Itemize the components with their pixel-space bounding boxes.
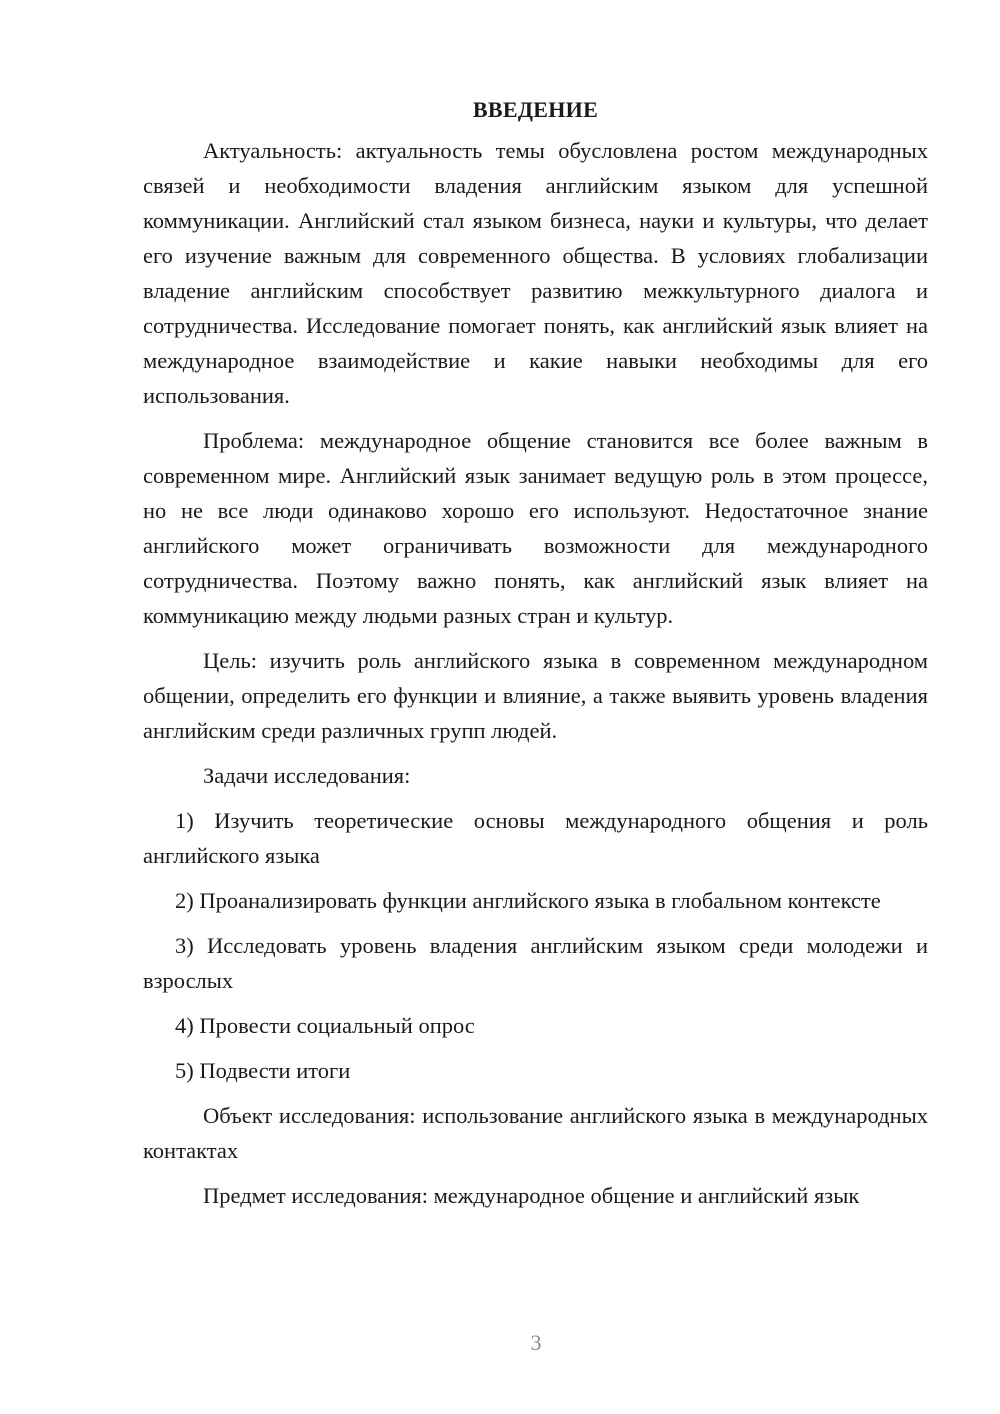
goal-paragraph: Цель: изучить роль английского языка в современном международном общении, определить его функции и влияние, а также выявить уровень владения английским среди различных групп людей. bbox=[143, 648, 928, 743]
task-item-5: 5) Подвести итоги bbox=[175, 1058, 351, 1083]
relevance-paragraph: Актуальность: актуальность темы обусловлена ростом международных связей и необходимости владения английским языком для успешной коммуникации. Английский стал языком бизнеса, науки и культуры, что делает его изучение важным для современного общества. В условиях глобализации владение английским способствует развитию межкультурного диалога и сотрудничества. Исследование помогает понять, как английский язык влияет на международное взаимодействие и какие навыки необходимы для его использования. bbox=[143, 138, 928, 408]
task-item-3: 3) Исследовать уровень владения английским языком среди молодежи и взрослых bbox=[143, 933, 928, 993]
task-item-2: 2) Проанализировать функции английского языка в глобальном контексте bbox=[175, 888, 881, 913]
page-number: 3 bbox=[530, 1330, 542, 1355]
tasks-heading: Задачи исследования: bbox=[203, 763, 411, 788]
page-content bbox=[143, 92, 928, 1223]
section-title: ВВЕДЕНИЕ bbox=[472, 97, 599, 122]
problem-paragraph: Проблема: международное общение становится все более важным в современном мире. Английский язык занимает ведущую роль в этом процессе, но не все люди одинаково хорошо его используют. Недостаточное знание английского может ограничивать возможности для международного сотрудничества. Поэтому важно понять, как английский язык влияет на коммуникацию между людьми разных стран и культур. bbox=[143, 428, 928, 628]
task-item-4: 4) Провести социальный опрос bbox=[175, 1013, 475, 1038]
object-paragraph: Объект исследования: использование английского языка в международных контактах bbox=[143, 1103, 928, 1163]
task-item-1: 1) Изучить теоретические основы международного общения и роль английского языка bbox=[143, 808, 928, 868]
subject-paragraph: Предмет исследования: международное общение и английский язык bbox=[203, 1183, 860, 1208]
